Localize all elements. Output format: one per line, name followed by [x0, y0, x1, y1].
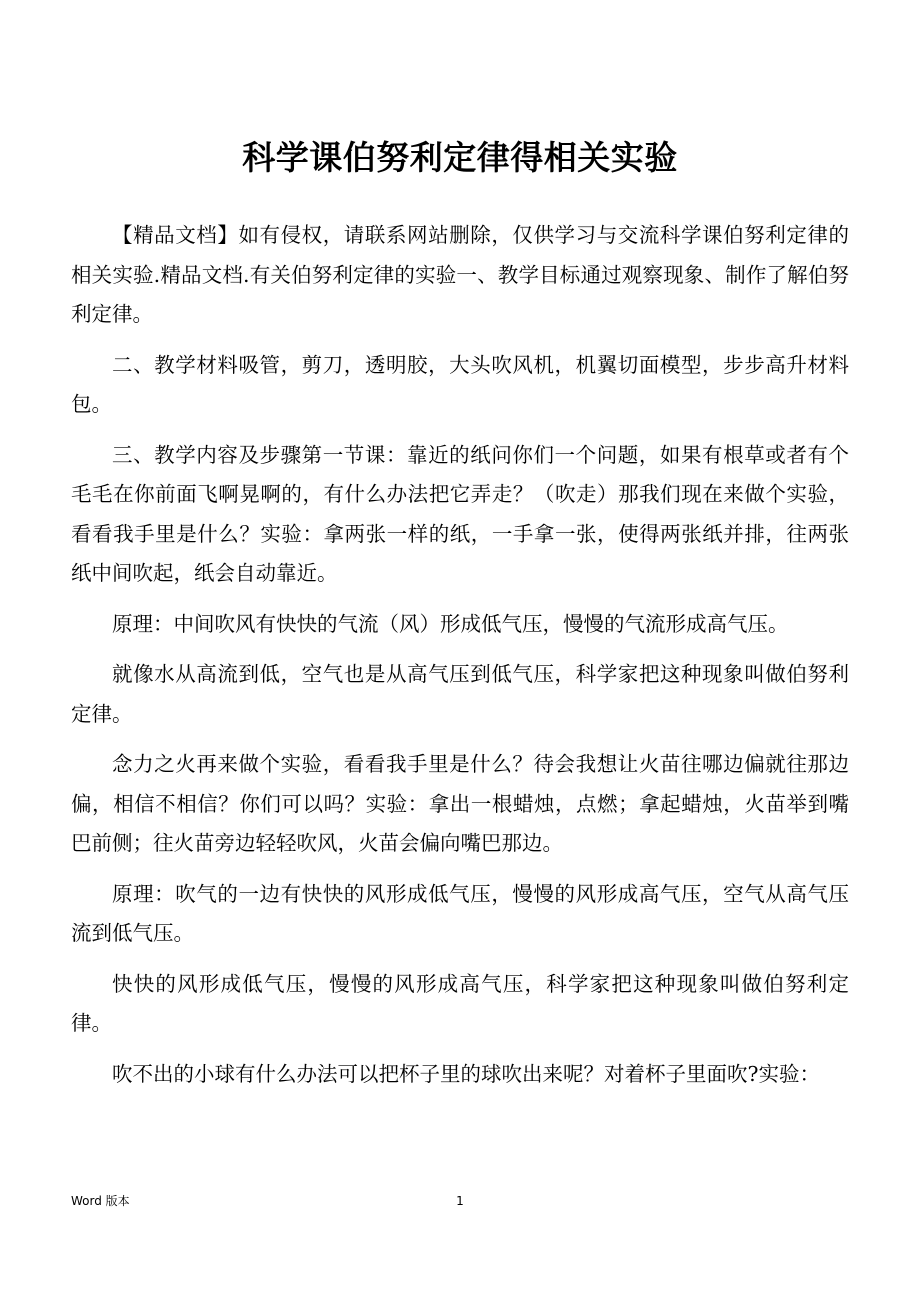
document-title: 科学课伯努利定律得相关实验	[242, 138, 678, 177]
paragraph: 就像水从高流到低，空气也是从高气压到低气压，科学家把这种现象叫做伯努利定律。	[71, 662, 849, 726]
paragraph: 原理：中间吹风有快快的气流（风）形成低气压，慢慢的气流形成高气压。	[112, 611, 789, 636]
footer-version-label: Word 版本	[71, 1194, 130, 1208]
page-number: 1	[456, 1194, 464, 1208]
paragraph: 快快的风形成低气压，慢慢的风形成高气压，科学家把这种现象叫做伯努利定律。	[71, 971, 849, 1035]
paragraph: 三、教学内容及步骤第一节课：靠近的纸问你们一个问题，如果有根草或者有个毛毛在你前面飞啊晃啊的，有什么办法把它弄走？（吹走）那我们现在来做个实验，看看我手里是什么？实验：拿两张一样的纸，一手拿一张，使得两张纸并排，往两张纸中间吹起，纸会自动靠近。	[71, 442, 849, 585]
paragraph: 二、教学材料吸管，剪刀，透明胶，大头吹风机，机翼切面模型，步步高升材料包。	[71, 352, 849, 416]
document-body	[71, 216, 849, 1105]
paragraph: 吹不出的小球有什么办法可以把杯子里的球吹出来呢？对着杯子里面吹?实验：	[112, 1061, 820, 1086]
paragraph: 原理：吹气的一边有快快的风形成低气压，慢慢的风形成高气压，空气从高气压流到低气压。	[71, 881, 849, 945]
paragraph: 念力之火再来做个实验，看看我手里是什么？待会我想让火苗往哪边偏就往那边偏，相信不相信？你们可以吗？实验：拿出一根蜡烛，点燃；拿起蜡烛，火苗举到嘴巴前侧；往火苗旁边轻轻吹风，火苗会偏向嘴巴那边。	[71, 752, 849, 855]
paragraph: 【精品文档】如有侵权，请联系网站删除，仅供学习与交流科学课伯努利定律的相关实验.精品文档.有关伯努利定律的实验一、教学目标通过观察现象、制作了解伯努利定律。	[71, 223, 849, 326]
